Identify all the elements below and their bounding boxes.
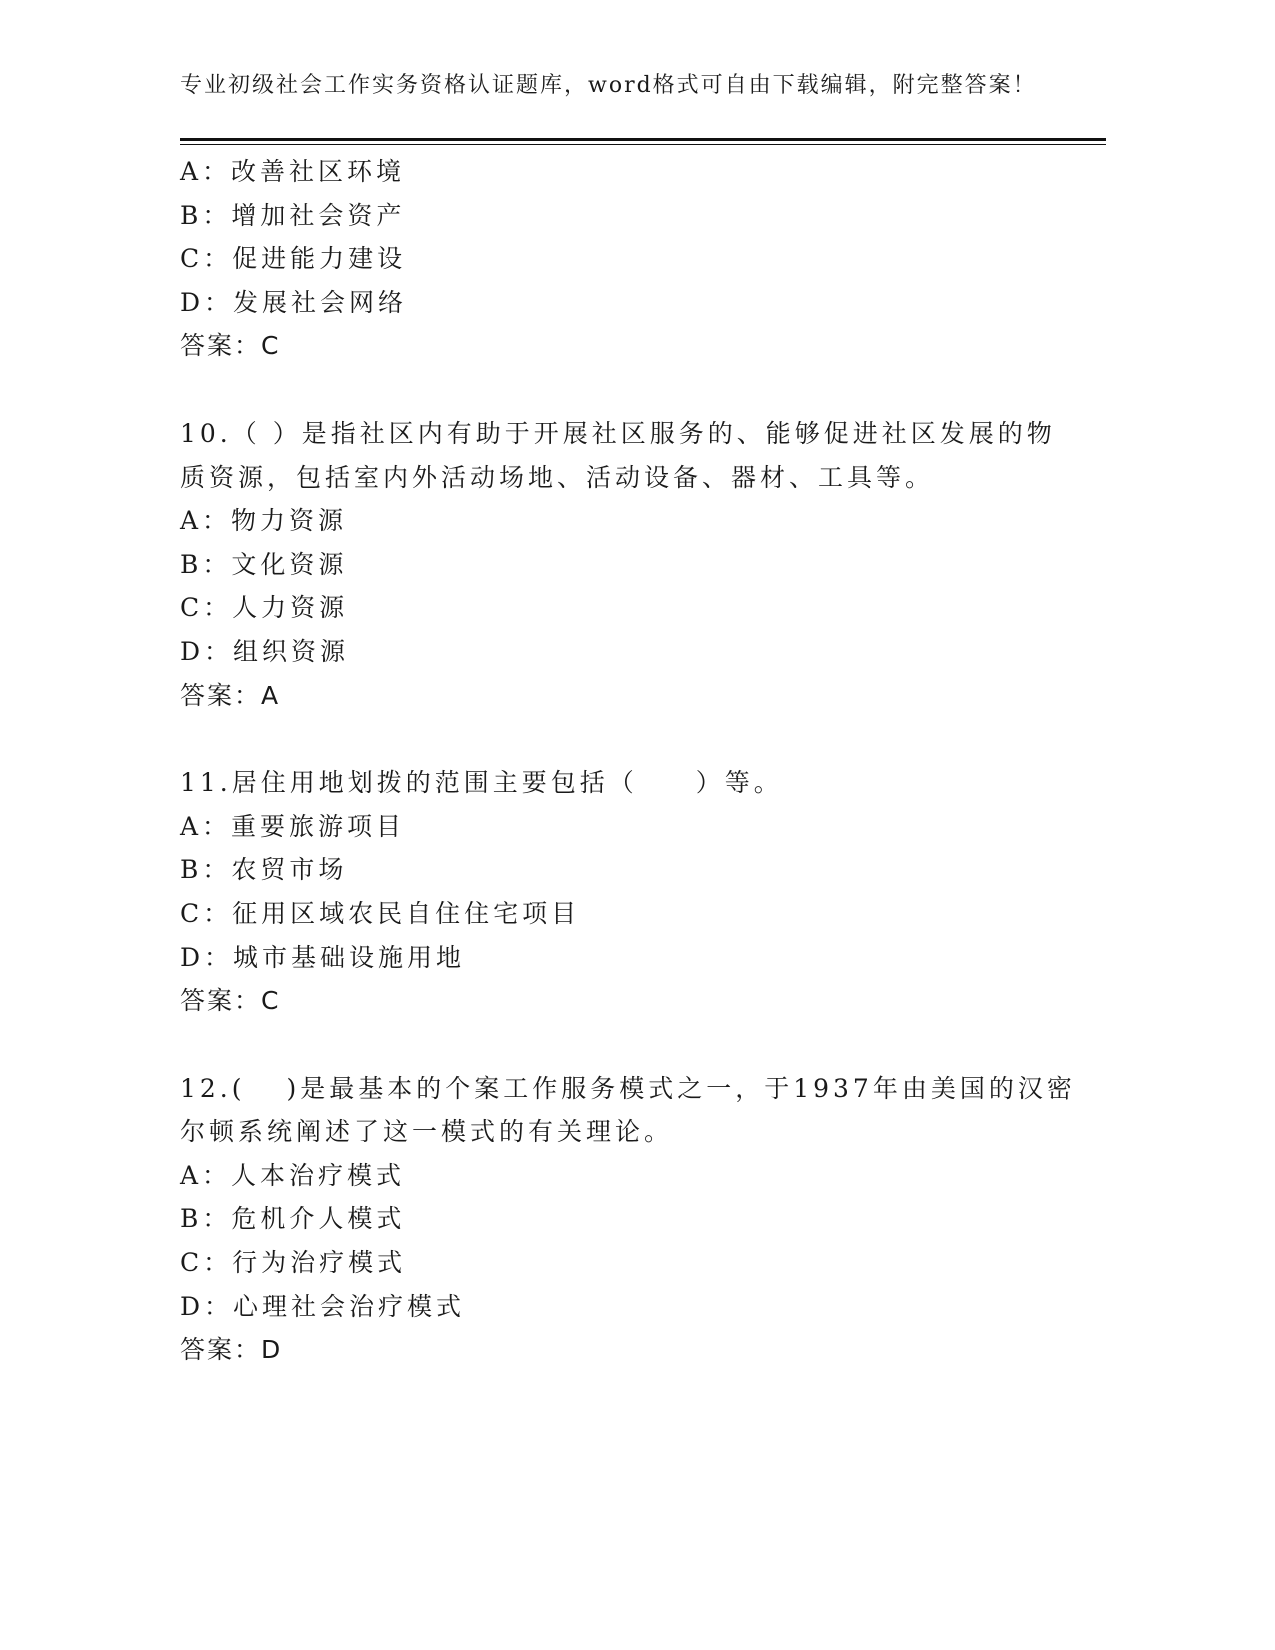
answer: 答案：A — [180, 680, 281, 710]
option-d: D：发展社会网络 — [180, 287, 408, 317]
option-a: A：人本治疗模式 — [180, 1160, 406, 1190]
option-a: A：重要旅游项目 — [180, 811, 406, 841]
option-d: D：组织资源 — [180, 636, 350, 666]
option-a: A：物力资源 — [180, 506, 348, 536]
question-gap — [180, 1023, 1040, 1067]
question-stem-line-2: 质资源，包括室内外活动场地、活动设备、器材、工具等。 — [180, 462, 935, 492]
answer: 答案：C — [180, 331, 281, 361]
question-12 — [180, 1067, 1076, 1372]
option-c: C：征用区域农民自住住宅项目 — [180, 898, 581, 928]
header-rule-thick — [180, 138, 1106, 141]
question-stem-line-1: 11.居住用地划拨的范围主要包括（ ）等。 — [180, 768, 783, 798]
document-header: 专业初级社会工作实务资格认证题库，word格式可自由下载编辑，附完整答案！ — [180, 73, 1037, 98]
option-c: C：人力资源 — [180, 593, 349, 623]
answer: 答案：C — [180, 986, 281, 1016]
question-stem-line-1: 10.（ ）是指社区内有助于开展社区服务的、能够促进社区发展的物 — [180, 418, 1056, 448]
option-c: C：促进能力建设 — [180, 244, 407, 274]
question-gap — [180, 368, 1040, 412]
question-9 — [180, 150, 1040, 368]
header-rule-thin — [180, 144, 1106, 145]
answer: 答案：D — [180, 1335, 283, 1365]
question-stem-line-2: 尔顿系统阐述了这一模式的有关理论。 — [180, 1117, 674, 1147]
option-a: A：改善社区环境 — [180, 157, 406, 186]
option-b: B：危机介人模式 — [180, 1204, 406, 1234]
option-b: B：增加社会资产 — [180, 200, 406, 230]
question-11 — [180, 761, 1040, 1023]
question-10 — [180, 412, 1056, 717]
option-b: B：文化资源 — [180, 549, 348, 579]
question-gap — [180, 717, 1040, 761]
option-c: C：行为治疗模式 — [180, 1248, 407, 1278]
option-d: D：城市基础设施用地 — [180, 942, 466, 972]
option-d: D：心理社会治疗模式 — [180, 1291, 466, 1321]
question-list — [180, 150, 1076, 1372]
option-b: B：农贸市场 — [180, 855, 348, 885]
question-stem-line-1: 12.( )是最基本的个案工作服务模式之一，于1937年由美国的汉密 — [180, 1073, 1076, 1103]
